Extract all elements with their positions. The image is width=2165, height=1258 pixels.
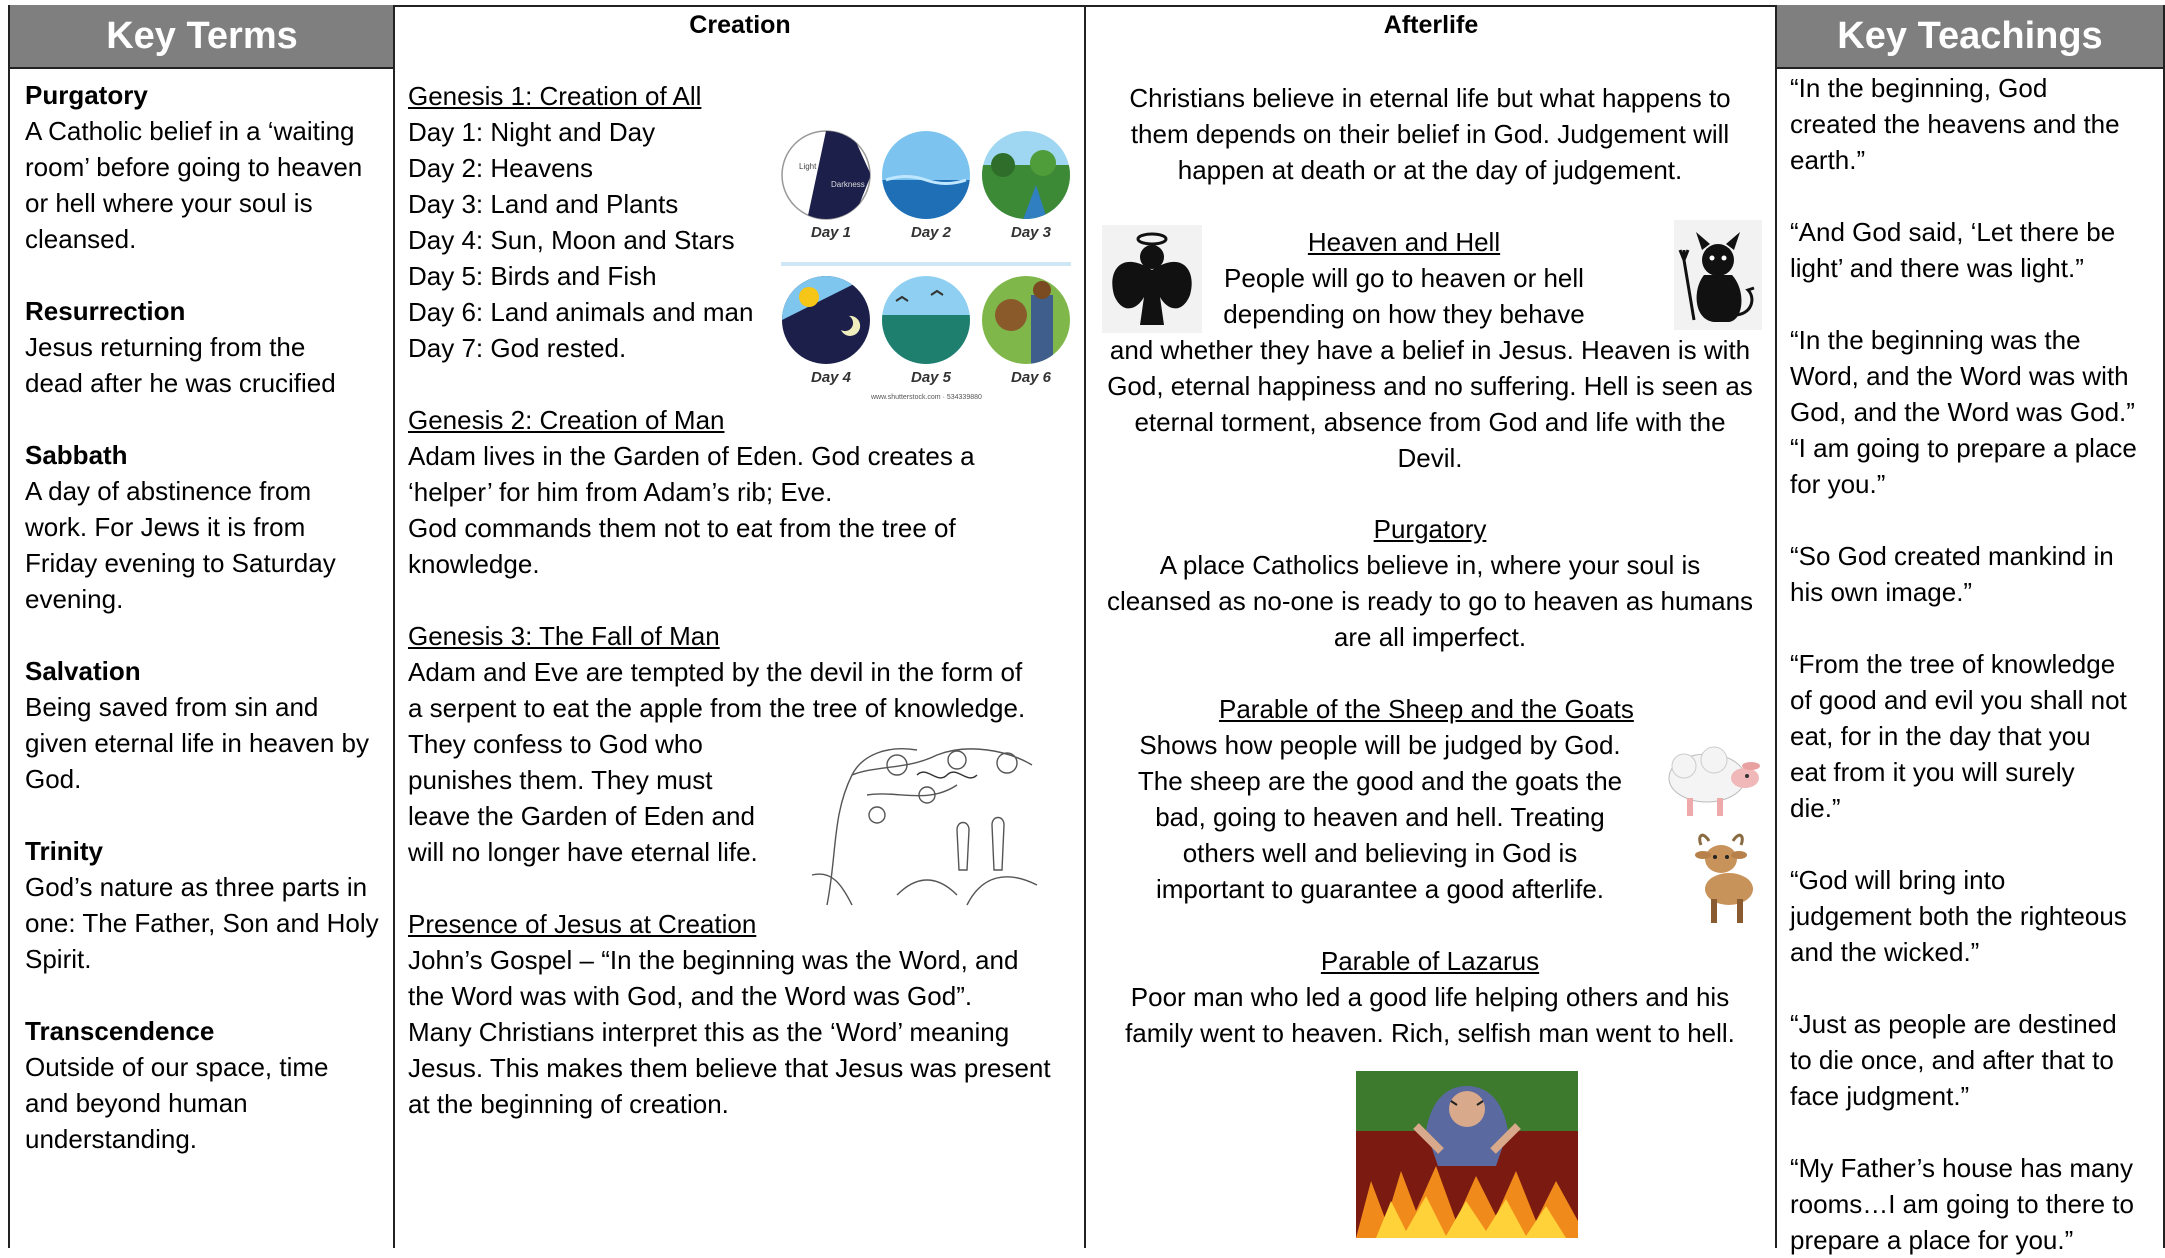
text-line: are all imperfect. (1333, 622, 1527, 652)
text-line: They confess to God who (408, 729, 703, 759)
divider-band (781, 262, 1071, 266)
term-definition: Jesus returning from the dead after he was crucified (25, 332, 336, 398)
day-item: Day 7: God rested. (408, 333, 627, 363)
angel-icon (1102, 225, 1202, 333)
text-line: “In the beginning was the (1790, 325, 2081, 355)
term-title: Resurrection (25, 296, 186, 326)
text-line: and the wicked.” (1790, 937, 1980, 967)
term-title: Salvation (25, 656, 141, 686)
term-resurrection (25, 293, 395, 401)
genesis2-heading: Genesis 2: Creation of Man (408, 405, 725, 435)
text-line: Poor man who led a good life helping others and his (1130, 982, 1730, 1012)
quote-item (1790, 646, 2163, 826)
text-line: a serpent to eat the apple from the tree of knowledge. (408, 693, 1026, 723)
quote-item (1790, 862, 2163, 970)
text-line: Adam and Eve are tempted by the devil in the form of (408, 657, 1023, 687)
day-item: Day 1: Night and Day (408, 117, 656, 147)
text-line: leave the Garden of Eden and (408, 801, 755, 831)
text-line: judgement both the righteous (1790, 901, 2127, 931)
quote-item (1790, 538, 2163, 610)
text-line: “Just as people are destined (1790, 1009, 2117, 1039)
term-title: Purgatory (25, 80, 148, 110)
term-definition: God’s nature as three parts in one: The Father, Son and Holy Spirit. (25, 872, 379, 974)
text-line: God commands them not to eat from the tree of (408, 513, 956, 543)
genesis3-heading: Genesis 3: The Fall of Man (408, 621, 720, 651)
text-line: Christians believe in eternal life but what happens to (1129, 83, 1731, 113)
day6-circle (982, 276, 1070, 365)
day5-circle (881, 276, 971, 365)
text-line: for you.” (1790, 469, 1886, 499)
sheep-goats-heading: Parable of the Sheep and the Goats (1219, 694, 1634, 724)
key-teachings-header: Key Teachings (1777, 5, 2163, 69)
heaven-hell-top (1204, 224, 1604, 332)
creation-days-illustration (781, 125, 1071, 405)
text-line: Many Christians interpret this as the ‘Word’ meaning (408, 1017, 1010, 1047)
text-line: “From the tree of knowledge (1790, 649, 2116, 679)
term-title: Transcendence (25, 1016, 215, 1046)
text-line: eat, for in the day that you (1790, 721, 2091, 751)
text-line: Shows how people will be judged by God. (1139, 730, 1621, 760)
text-line: punishes them. They must (408, 765, 713, 795)
text-line: created the heavens and the (1790, 109, 2120, 139)
text-line: Devil. (1397, 443, 1463, 473)
key-teachings-column (1775, 5, 2165, 1255)
heaven-hell-body (1086, 332, 1774, 476)
day-label: Day 1 (811, 224, 852, 241)
term-title: Sabbath (25, 440, 128, 470)
text-line: The sheep are the good and the goats the (1137, 766, 1623, 796)
genesis2-section (408, 402, 975, 582)
heaven-hell-heading: Heaven and Hell (1307, 227, 1501, 257)
term-definition: A Catholic belief in a ‘waiting room’ before going to heaven or hell where your soul is cleansed. (25, 116, 363, 254)
fall-of-man-illustration (807, 735, 1045, 910)
text-line: earth.” (1790, 145, 1866, 175)
text-line: God, eternal happiness and no suffering. Hell is seen as (1107, 371, 1753, 401)
day-item: Day 3: Land and Plants (408, 189, 679, 219)
jesus-creation-section (408, 906, 1051, 1122)
quote-item (1790, 70, 2163, 178)
day-item: Day 6: Land animals and man (408, 297, 754, 327)
sheep-icon (1659, 738, 1769, 820)
text-line: “God will bring into (1790, 865, 2006, 895)
day-label: Day 4 (811, 369, 852, 386)
day1-light-label: Light (799, 162, 817, 171)
creation-column (393, 5, 1085, 1248)
image-credit: www.shutterstock.com · 534339880 (871, 394, 982, 401)
text-line: John’s Gospel – “In the beginning was the Word, and (408, 945, 1019, 975)
term-salvation (25, 653, 395, 797)
day-label: Day 2 (911, 224, 952, 241)
text-line: “I am going to prepare a place (1790, 433, 2137, 463)
text-line: “In the beginning, God (1790, 73, 2048, 103)
term-trinity (25, 833, 395, 977)
genesis1-section (408, 78, 753, 366)
genesis1-heading: Genesis 1: Creation of All (408, 81, 702, 111)
text-line: others well and believing in God is (1182, 838, 1578, 868)
key-terms-column (8, 5, 394, 1248)
text-line: rooms…I am going to there to (1790, 1189, 2134, 1219)
text-line: God, and the Word was God.” (1790, 397, 2135, 427)
lazarus-illustration (1356, 1071, 1578, 1238)
term-title: Trinity (25, 836, 104, 866)
text-line: “My Father’s house has many (1790, 1153, 2133, 1183)
term-transcendence (25, 1013, 395, 1157)
purgatory-section (1086, 511, 1774, 655)
term-definition: A day of abstinence from work. For Jews it is from Friday evening to Saturday evening. (25, 476, 336, 614)
creation-header: Creation (689, 11, 791, 39)
day-label: Day 6 (1011, 369, 1052, 386)
text-line: important to guarantee a good afterlife. (1155, 874, 1605, 904)
devil-icon (1674, 220, 1762, 330)
text-line: eternal torment, absence from God and life with the (1134, 407, 1726, 437)
day-item: Day 5: Birds and Fish (408, 261, 657, 291)
text-line: of good and evil you shall not (1790, 685, 2127, 715)
quote-item (1790, 322, 2163, 502)
term-sabbath (25, 437, 395, 617)
term-definition: Outside of our space, time and beyond human understanding. (25, 1052, 329, 1154)
key-terms-list (10, 69, 395, 1157)
lazarus-section (1086, 943, 1774, 1051)
text-line: ‘helper’ for him from Adam’s rib; Eve. (408, 477, 833, 507)
jesus-creation-heading: Presence of Jesus at Creation (408, 909, 757, 939)
text-line: cleansed as no-one is ready to go to heaven as humans (1106, 586, 1754, 616)
term-definition: Being saved from sin and given eternal life in heaven by God. (25, 692, 370, 794)
text-line: die.” (1790, 793, 1841, 823)
day4-circle (782, 276, 870, 364)
day1-circle (782, 131, 871, 225)
lazarus-heading: Parable of Lazarus (1320, 946, 1540, 976)
day-item: Day 2: Heavens (408, 153, 593, 183)
text-line: the Word was with God, and the Word was God”. (408, 981, 973, 1011)
text-line: Word, and the Word was with (1790, 361, 2129, 391)
text-line: A place Catholics believe in, where your soul is (1159, 550, 1701, 580)
quote-item (1790, 1006, 2163, 1114)
text-line: them depends on their belief in God. Judgement will (1130, 119, 1730, 149)
goat-icon (1689, 831, 1761, 927)
afterlife-column (1084, 5, 1776, 1248)
text-line: “And God said, ‘Let there be (1790, 217, 2116, 247)
text-line: and whether they have a belief in Jesus. Heaven is with (1109, 335, 1751, 365)
text-line: Jesus. This makes them believe that Jesus was present (408, 1053, 1051, 1083)
afterlife-intro (1086, 80, 1774, 188)
afterlife-header: Afterlife (1383, 11, 1479, 39)
text-line: Adam lives in the Garden of Eden. God creates a (408, 441, 975, 471)
quote-item (1790, 214, 2163, 286)
text-line: eat from it you will surely (1790, 757, 2075, 787)
key-terms-header: Key Terms (10, 5, 394, 69)
text-line: at the beginning of creation. (408, 1089, 729, 1119)
text-line: People will go to heaven or hell (1224, 263, 1584, 293)
sheep-goats-body (1104, 727, 1656, 907)
key-teachings-list (1777, 69, 2163, 1258)
text-line: “So God created mankind in (1790, 541, 2114, 571)
day3-circle (981, 131, 1071, 225)
term-purgatory (25, 77, 395, 257)
text-line: prepare a place for you.” (1790, 1225, 2074, 1255)
text-line: bad, going to heaven and hell. Treating (1155, 802, 1605, 832)
text-line: knowledge. (408, 549, 540, 579)
text-line: depending on how they behave (1223, 299, 1585, 329)
text-line: his own image.” (1790, 577, 1973, 607)
text-line: light’ and there was light.” (1790, 253, 2084, 283)
day-label: Day 3 (1011, 224, 1052, 241)
text-line: face judgment.” (1790, 1081, 1970, 1111)
day2-circle (881, 131, 971, 225)
purgatory-heading: Purgatory (1373, 514, 1487, 544)
quote-item (1790, 1150, 2163, 1258)
text-line: family went to heaven. Rich, selfish man went to hell. (1125, 1018, 1735, 1048)
day-item: Day 4: Sun, Moon and Stars (408, 225, 735, 255)
text-line: to die once, and after that to (1790, 1045, 2114, 1075)
day-label: Day 5 (911, 369, 952, 386)
text-line: will no longer have eternal life. (408, 837, 758, 867)
day1-dark-label: Darkness (831, 180, 865, 189)
text-line: happen at death or at the day of judgement. (1177, 155, 1683, 185)
